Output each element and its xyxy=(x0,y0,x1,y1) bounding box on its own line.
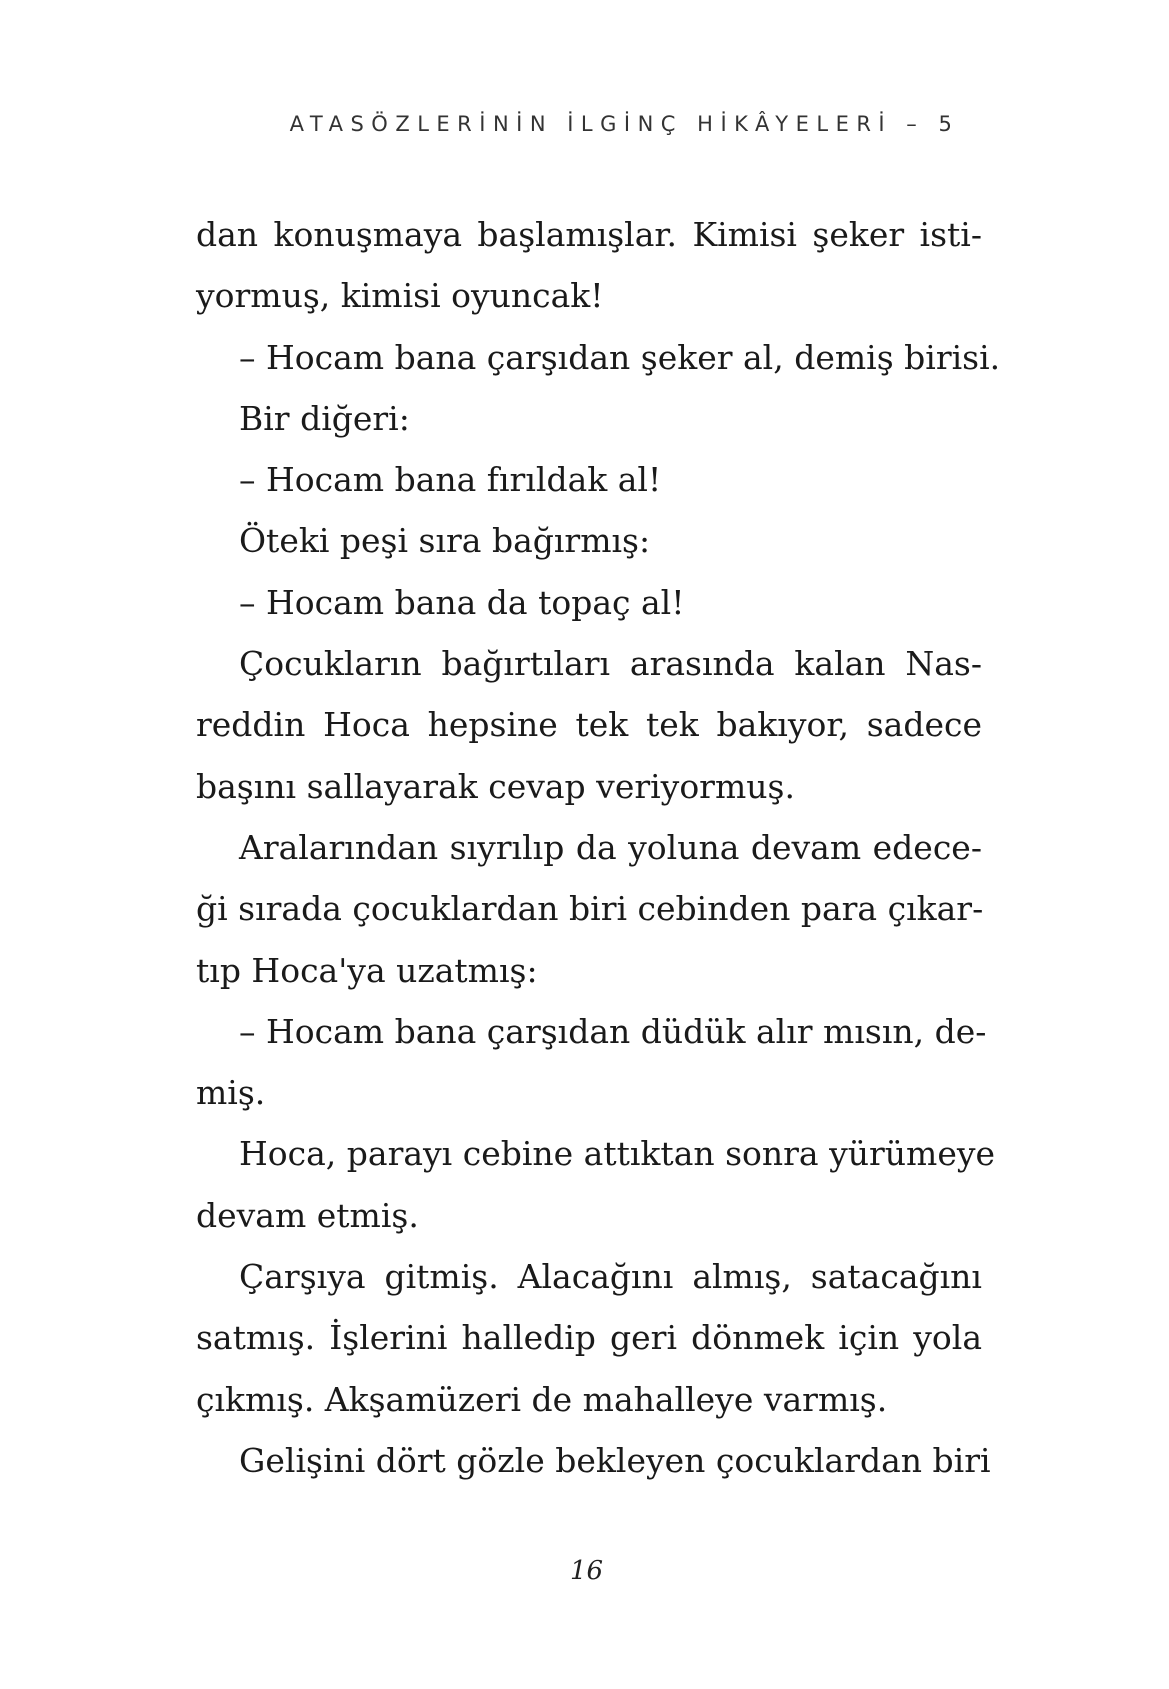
running-head-title: ATASÖZLERİNİN İLGİNÇ HİKÂYELERİ – 5 xyxy=(289,112,960,136)
text-line: devam etmiş. xyxy=(196,1195,419,1235)
text-line: reddin Hoca hepsine tek tek bakıyor, sadece xyxy=(196,705,982,745)
text-line: Çocukların bağırtıları arasında kalan Nas- xyxy=(239,644,982,684)
page-number: 16 xyxy=(569,1556,604,1586)
text-line: – Hocam bana fırıldak al! xyxy=(239,460,662,500)
text-line: Aralarından sıyrılıp da yoluna devam edece- xyxy=(239,827,982,867)
text-line: – Hocam bana da topaç al! xyxy=(239,582,685,622)
body-text xyxy=(196,204,1001,1491)
text-line: yormuş, kimisi oyuncak! xyxy=(196,276,604,316)
text-line: Öteki peşi sıra bağırmış: xyxy=(239,521,651,561)
text-line: satmış. İşlerini halledip geri dönmek için yola xyxy=(196,1318,982,1358)
text-line: çıkmış. Akşamüzeri de mahalleye varmış. xyxy=(196,1379,888,1419)
text-line: Çarşıya gitmiş. Alacağını almış, satacağını xyxy=(239,1257,982,1297)
text-line: Bir diğeri: xyxy=(239,398,410,438)
text-line: miş. xyxy=(196,1073,266,1113)
text-line: dan konuşmaya başlamışlar. Kimisi şeker isti- xyxy=(196,215,982,254)
text-line: ği sırada çocuklardan biri cebinden para çıkar- xyxy=(196,889,984,929)
text-line: tıp Hoca'ya uzatmış: xyxy=(196,950,538,990)
text-line: – Hocam bana çarşıdan şeker al, demiş birisi. xyxy=(239,337,1001,377)
text-line: Gelişini dört gözle bekleyen çocuklardan biri xyxy=(239,1440,991,1480)
text-line: – Hocam bana çarşıdan düdük alır mısın, de- xyxy=(239,1011,987,1051)
text-line: başını sallayarak cevap veriyormuş. xyxy=(196,766,795,806)
text-line: Hoca, parayı cebine attıktan sonra yürümeye xyxy=(239,1134,996,1174)
